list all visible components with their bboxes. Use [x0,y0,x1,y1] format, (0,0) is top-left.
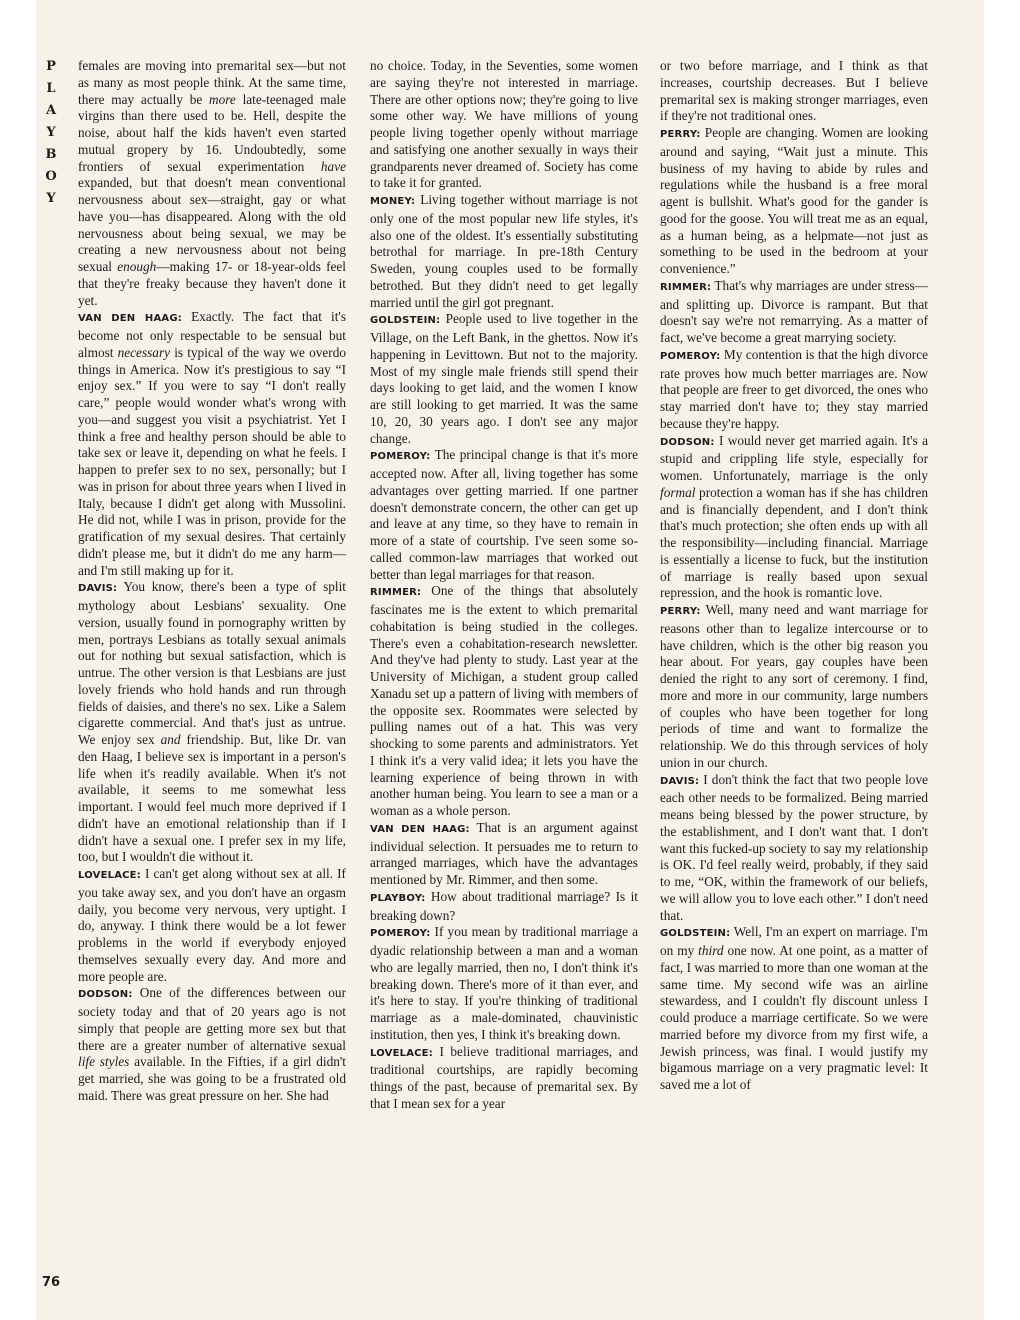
body-text: friendship. But, like Dr. van den Haag, I believe sex is important in a person's life when it's readily available. When it's not available, it seems to me somewhat less important. I would feel much more deprived if I didn't have an emotional relationship than if I didn't have a sexual one. I prefer sex in my life, too, but I wouldn't die without it. [78,732,346,865]
italic-text: and [160,732,181,747]
speaker-label: DODSON: [78,989,133,1001]
magazine-page [36,0,984,1320]
paragraph [660,772,928,925]
paragraph [78,58,346,309]
speaker-label: PERRY: [660,129,701,140]
body-text: The principal change is that it's more accepted now. After all, living together has some advantages over getting married. If one partner doesn't demonstrate concern, the other can get up and leave at any time, so they have to remain in more of a state of courtship. I've seen some so-called common-law marriages that worked out better than legal marriages for that reason. [370,447,638,582]
body-text: One of the differences between our society today and that of 20 years ago is not simply that people are getting more sex but that there are a greater number of alternative sexual [78,985,346,1053]
speaker-label: DAVIS: [660,775,700,787]
paragraph [78,309,346,579]
body-text: expanded, but that doesn't mean conventional nervousness about sex—straight, gay or what have you—has disappeared. Along with the old nervousness about being sexual, we may be creating a new nervousness about not being sexual [78,175,346,274]
body-text: If you mean by traditional marriage a dyadic relationship between a man and a woman who are legally married, then no, I don't think it's breaking down. There's more of it than ever, and it's here to stay. If you're thinking of traditional marriage as a male-dominated, chauvinistic institution, then yes, I think it's breaking down. [370,924,638,1042]
speaker-label: LOVELACE: [370,1047,433,1059]
italic-text: third [698,943,724,958]
speaker-label: RIMMER: [660,281,712,293]
body-text: You know, there's been a type of split mythology about Lesbians' sexuality. One version, usually found in pornography written by men, portrays Lesbians as totally sexual animals out for nothing but sexual satisfaction, which is untrue. The other version is that Lesbians are just lovely friends who hold hands and run through fields of daisies, and there's no sex. Like a Salem cigarette commercial. And that's just as untrue. We enjoy sex [78,579,346,747]
body-text: females are moving into premarital sex—but not as many as most people think. At the same time, there may actually be [78,58,346,107]
speaker-label: LOVELACE: [78,870,141,881]
speaker-label: DODSON: [660,436,715,448]
speaker-label: VAN DEN HAAG: [370,823,470,835]
paragraph [78,985,346,1104]
paragraph [370,58,638,192]
body-text: How about traditional marriage? Is it breaking down? [370,888,638,923]
body-text: Living together without marriage is not only one of the most popular new life styles, it's also one of the oldest. It's essentially substituting betrothal for marriage. In pre-18th Century Sweden, young couples used to be formally betrothed. But they didn't need to get legally married until the girl got pregnant. [370,192,638,310]
paragraph [370,311,638,447]
text-column-1 [78,58,346,1105]
body-text: or two before marriage, and I think as that increases, courtship decreases. But I believe premarital sex is making stronger marriages, even if they're not traditional ones. [660,58,928,124]
paragraph [370,1044,638,1113]
body-text: My contention is that the high divorce rate proves how much better marriages are. Now that people are freer to get divorced, the ones who stay married don't have to; they stay married because they're happy. [660,346,928,431]
speaker-label: DAVIS: [78,583,118,595]
italic-text: formal [660,484,696,500]
speaker-label: POMEROY: [370,928,431,940]
masthead-letter: L [46,81,56,96]
body-text: available. In the Fifties, if a girl didn't get married, she was going to be a frustrated old maid. There was great pressure on her. She had [78,1054,346,1103]
body-text: Exactly. The fact that it's become not only respectable to be sensual but almost [78,309,346,360]
speaker-label: POMEROY: [660,350,721,362]
body-text: Well, I'm an expert on marriage. I'm on my [660,924,928,958]
paragraph [78,579,346,866]
paragraph [660,602,928,772]
body-text: That is an argument against individual selection. It persuades me to return to arranged marriages, which have the advantages mentioned by Mr. Rimmer, and then some. [370,819,638,887]
speaker-label: PERRY: [660,606,701,617]
italic-text: have [320,158,346,174]
body-text: one now. At one point, as a matter of fact, I was married to more than one woman at the same time. My second wife was an airline stewardess, and I couldn't fly discount unless I could produce a marriage certificate. So we were married before my divorce from my first wife, a Jewish princess, was final. I would justify my bigamous marriage on a very pragmatic level: It saved me a lot of [660,943,928,1092]
italic-text: enough [117,259,157,274]
speaker-label: VAN DEN HAAG: [78,313,182,325]
masthead-letter: Y [46,191,56,206]
body-text: protection a woman has if she has children and is financially dependent, and I don't think that's much protection; she often ends up with all the responsibility—including financial. Marriage is essentially a license to fuck, but the institution of marriage is really based upon sexual repression, and the hook is romantic love. [660,484,928,601]
paragraph [660,278,928,347]
speaker-label: MONEY: [370,196,416,207]
text-column-2 [370,58,638,1113]
italic-text: life styles [78,1054,130,1070]
masthead-letter: A [45,103,57,118]
speaker-label: GOLDSTEIN: [370,315,441,327]
paragraph [660,924,928,1094]
paragraph [370,889,638,925]
body-text: One of the things that absolutely fascinates me is the extent to which premarital cohabitation is being studied in the colleges. There's even a cohabitation-research newsletter. And they've had plenty to study. Last year at the University of Michigan, a student group called Xanadu set up a pattern of living with members of the opposite sex. Roommates were selected by pulling names out of a hat. This was very shocking to some parents and administrators. Yet I think it's a very valid idea; it lets you have the learning experience of being thrown in with another human being. You learn to see a man or a woman as a whole person. [370,583,638,818]
paragraph [370,192,638,311]
body-text: I would never get married again. It's a stupid and crippling life style, especially for women. Unfortunately, marriage is the only [660,432,928,483]
paragraph [370,924,638,1043]
body-text: People are changing. Women are looking around and saying, “Wait just a minute. This business of my having to abide by rules and regulations while the husband is a free moral agent is bullshit. What's good for the gander is good for the goose. You will treat me as an equal, as a human being, as a helpmate—not just as something to be used in the bedroom at your convenience.” [660,125,928,276]
italic-text: necessary [117,344,171,360]
text-column-3 [660,58,928,1094]
speaker-label: POMEROY: [370,451,431,463]
masthead-letter: Y [46,125,56,140]
paragraph [660,347,928,433]
body-text: is typical of the way we overdo things in America. Now it's prestigious to say “I enjoy sex.” If you were to say “I don't really care,” people would wonder what's wrong with you—and suggest you visit a psychiatrist. Yet I think a free and healthy person should be able to take sex or leave it, depending on what he feels. I happen to prefer sex to no sex, personally; but I was in prison for about three years when I lived in Italy, because I didn't get along with Mussolini. He did not, while I was in prison, provide for the gratification of my sexual desires. That certainly didn't please me, but it didn't do me any harm—and I'm still making up for it. [78,344,346,578]
masthead-letter: P [46,59,56,74]
masthead-vertical [42,56,60,210]
paragraph [78,866,346,985]
paragraph [370,583,638,820]
masthead-letter: O [45,169,57,184]
body-text: I can't get along without sex at all. If you take away sex, and you don't have an orgasm daily, you become very nervous, very uptight. I do, anyway. I think there would be a lot fewer problems in the world if everybody enjoyed themselves sexually every day. And more and more people are. [78,866,346,984]
speaker-label: RIMMER: [370,587,422,599]
body-text: People used to live together in the Village, on the Left Bank, in the ghettos. Now it's happening in Levittown. But not to the majority. Most of my single male friends still spend their days looking to get laid, and the women I know are still looking to get married. It was the same 10, 20, 30 years ago. I don't see any major change. [370,311,638,446]
paragraph [370,820,638,889]
body-text: That's why marriages are under stress—and splitting up. Divorce is rampant. But that doesn't say we're not remarrying. As a matter of fact, we've become a great marrying society. [660,277,928,345]
speaker-label: PLAYBOY: [370,892,426,904]
body-text: —making 17- or 18-year-olds feel that they're freaky because they haven't done it yet. [78,259,347,308]
body-text: late-teenaged male virgins than there used to be. Hell, despite the noise, about half the kids haven't even started mutual gropery by 16. Undoubtedly, some frontiers of sexual experimentation [78,91,346,174]
body-text: Well, many need and want marriage for reasons other than to legalize intercourse or to have children, which is the other big reason you hear about. For years, gay couples have been denied the right to any sort of ceremony. I find, more and more in our community, large numbers of couples who have been together for long periods of time and want to formalize the relationship. We do this through services of holy union in our church. [660,602,928,770]
paragraph [660,433,928,603]
body-text: I believe traditional marriages, and traditional courtships, are rapidly becoming things of the past, because of premarital sex. By that I mean sex for a year [370,1043,638,1111]
body-text: no choice. Today, in the Seventies, some women are saying they're not interested in marriage. There are other options now; they're going to live some other way. We have millions of young people living together openly without marriage and satisfying one another sexually in ways their grandparents never dreamed of. Society has come to take it for granted. [370,58,638,191]
paragraph [370,447,638,583]
body-text: I don't think the fact that two people love each other needs to be formalized. Being married means being blessed by the power structure, by the establishment, and I don't want that. I don't want this fucked-up society to say my relationship is OK. I'd feel really weird, probably, if they said to me, “OK, within the framework of our beliefs, we will allow you to love each other.” I don't need that. [660,771,928,923]
paragraph [660,58,928,125]
speaker-label: GOLDSTEIN: [660,928,731,940]
italic-text: more [209,91,236,107]
masthead-letter: B [45,147,57,162]
paragraph [660,125,928,278]
page-number: 76 [42,1275,61,1290]
